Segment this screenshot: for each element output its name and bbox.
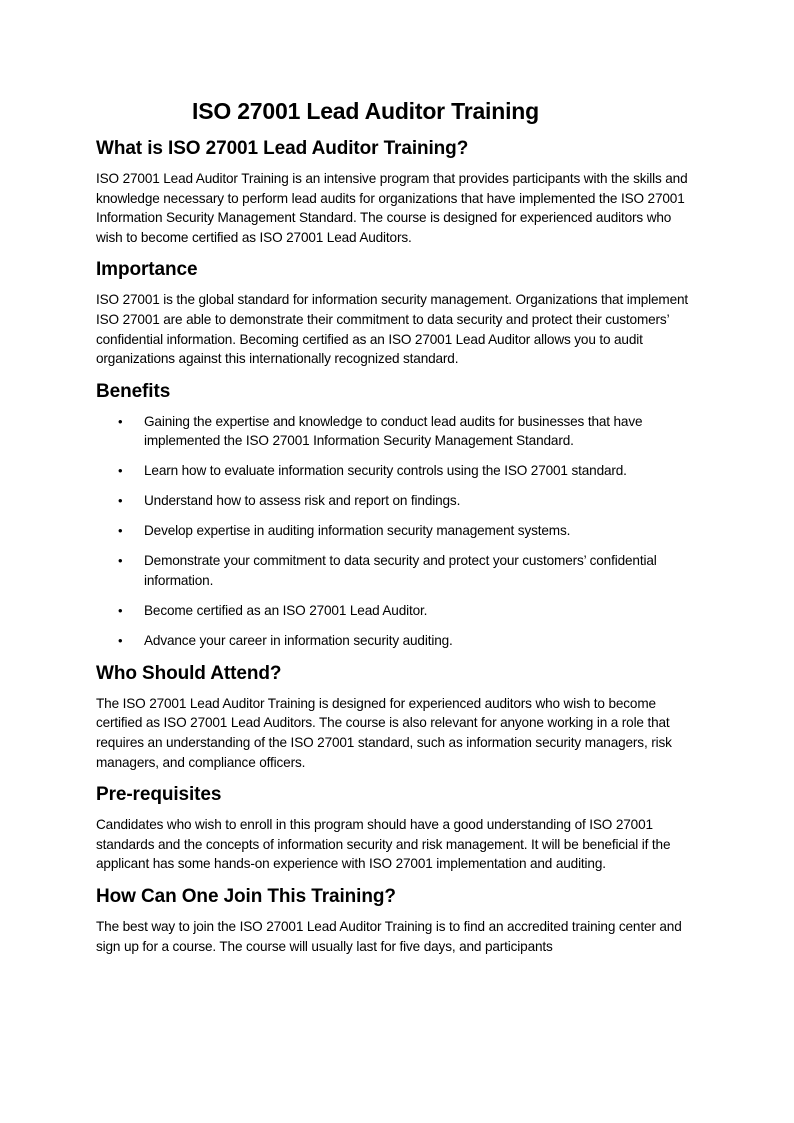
- document-title: ISO 27001 Lead Auditor Training: [192, 98, 539, 124]
- list-item: [96, 631, 698, 651]
- section-heading-importance: Importance: [96, 259, 198, 281]
- list-item-text: Advance your career in information security auditing.: [144, 632, 453, 648]
- list-item-text: Learn how to evaluate information security controls using the ISO 27001 standard.: [144, 463, 627, 479]
- list-item-text: Gaining the expertise and knowledge to conduct lead audits for businesses that have implemented the ISO 27001 Information Security Management Standard.: [144, 413, 643, 449]
- list-item-text: Demonstrate your commitment to data security and protect your customers’ confidential information.: [144, 553, 657, 588]
- bullet-icon: •: [118, 602, 123, 618]
- list-item: [96, 521, 698, 541]
- section-heading-what: What is ISO 27001 Lead Auditor Training?: [96, 138, 469, 159]
- section-heading-who: Who Should Attend?: [96, 662, 282, 684]
- section-heading-join: How Can One Join This Training?: [96, 885, 396, 907]
- section-body-who: The ISO 27001 Lead Auditor Training is designed for experienced auditors who wish to become certified as ISO 27001 Lead Auditors. The course is also relevant for anyone working in a role that requires an understanding of the ISO 27001 standard, such as information security managers, risk managers, and compliance officers.: [96, 695, 672, 770]
- section-heading-benefits: Benefits: [96, 380, 171, 402]
- bullet-icon: •: [118, 553, 123, 569]
- list-item: [96, 461, 698, 481]
- section-body-importance: ISO 27001 is the global standard for information security management. Organizations that implement ISO 27001 are able to demonstrate their commitment to data security and protect their customers’ confidential information. Becoming certified as an ISO 27001 Lead Auditor allows you to audit organizations against this internationally recognized standard.: [96, 292, 689, 367]
- list-item: [96, 601, 698, 621]
- section-body-prereq: Candidates who wish to enroll in this program should have a good understanding of ISO 27001 standards and the concepts of information security and risk management. It will be beneficial if the applicant has some hands-on experience with ISO 27001 implementation and auditing.: [96, 817, 671, 872]
- section-body-join: The best way to join the ISO 27001 Lead Auditor Training is to find an accredited training center and sign up for a course. The course will usually last for five days, and participants: [96, 918, 682, 954]
- list-item-text: Develop expertise in auditing information security management systems.: [144, 523, 571, 539]
- list-item: [96, 551, 698, 590]
- document-page: [96, 96, 698, 963]
- section-body-what: ISO 27001 Lead Auditor Training is an intensive program that provides participants with the skills and knowledge necessary to perform lead audits for organizations that have implemented the ISO 27001 Information Security Management Standard. The course is designed for experienced auditors who wish to become certified as ISO 27001 Lead Auditors.: [96, 171, 688, 245]
- bullet-icon: •: [118, 493, 123, 509]
- bullet-icon: •: [118, 463, 123, 479]
- list-item: [96, 491, 698, 511]
- list-item-text: Become certified as an ISO 27001 Lead Auditor.: [144, 602, 428, 618]
- section-heading-prereq: Pre-requisites: [96, 784, 222, 806]
- benefits-list: [96, 412, 698, 651]
- list-item-text: Understand how to assess risk and report on findings.: [144, 493, 461, 509]
- bullet-icon: •: [118, 413, 123, 429]
- bullet-icon: •: [118, 632, 123, 648]
- bullet-icon: •: [118, 523, 123, 539]
- list-item: [96, 412, 698, 451]
